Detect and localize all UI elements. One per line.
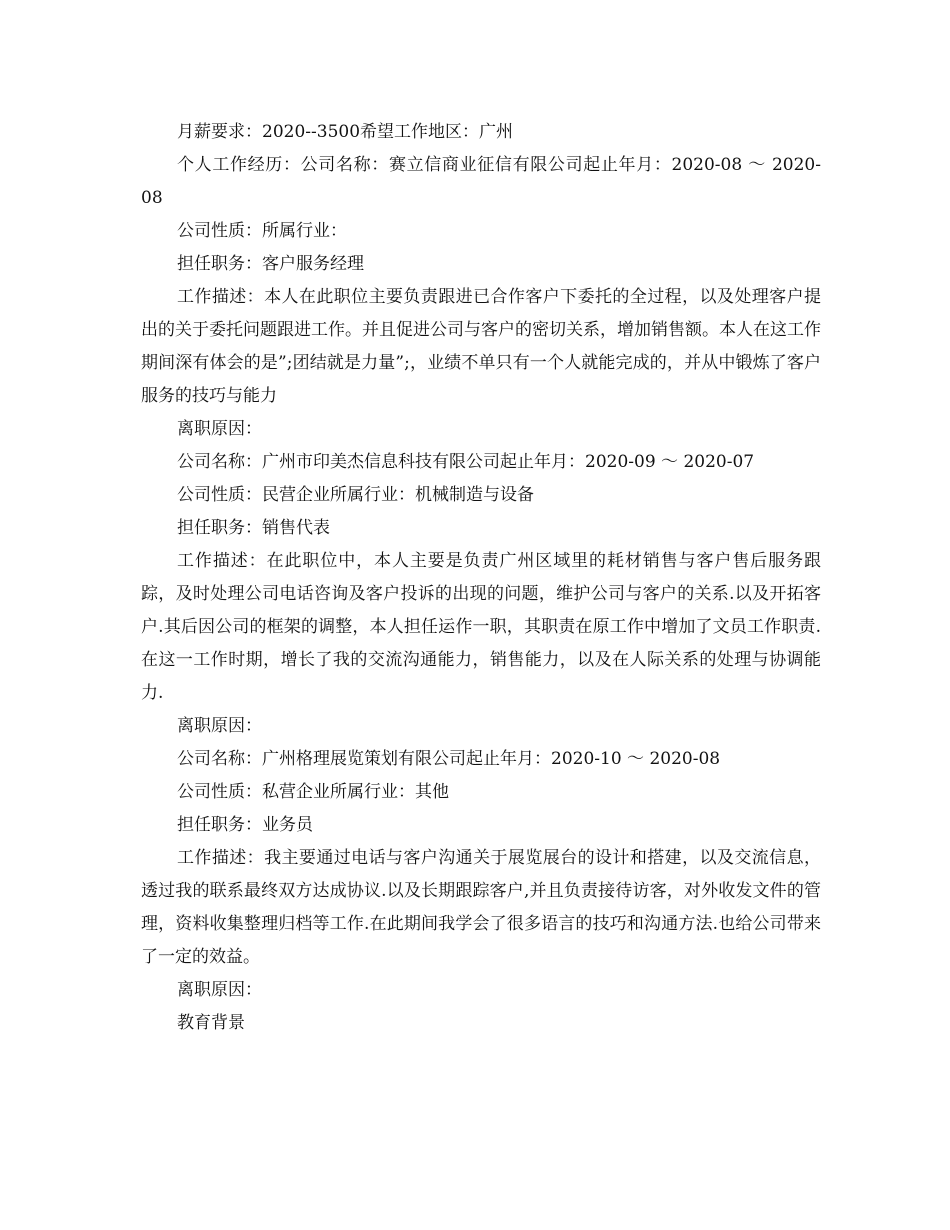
company-1-description: 工作描述：本人在此职位主要负责跟进已合作客户下委托的全过程，以及处理客户提出的关于委托问题跟进工作。并且促进公司与客户的密切关系，增加销售额。本人在这工作期间深有体会的是”;团结就是力量”;，业绩不单只有一个人就能完成的，并从中锻炼了客户服务的技巧与能力 xyxy=(141,287,821,406)
company-3-description: 工作描述：我主要通过电话与客户沟通关于展览展台的设计和搭建，以及交流信息，透过我的联系最终双方达成协议.以及长期跟踪客户,并且负责接待访客，对外收发文件的管理，资料收集整理归档等工作.在此期间我学会了很多语言的技巧和沟通方法.也给公司带来了一定的效益。 xyxy=(141,848,821,967)
company-1-nature: 公司性质：所属行业： xyxy=(177,221,347,241)
company-3-position: 担任职务：业务员 xyxy=(177,815,313,835)
company-2-position: 担任职务：销售代表 xyxy=(177,518,330,538)
education-background-heading: 教育背景 xyxy=(177,1013,245,1033)
company-2-name: 公司名称：广州市印美杰信息科技有限公司起止年月：2020-09 ～ 2020-07 xyxy=(177,452,755,472)
company-3-name: 公司名称：广州格理展览策划有限公司起止年月：2020-10 ～ 2020-08 xyxy=(177,749,721,769)
salary-requirement-line: 月薪要求：2020--3500希望工作地区：广州 xyxy=(177,122,514,142)
company-1-position: 担任职务：客户服务经理 xyxy=(177,254,364,274)
company-3-nature: 公司性质：私营企业所属行业：其他 xyxy=(177,782,449,802)
company-2-nature: 公司性质：民营企业所属行业：机械制造与设备 xyxy=(177,485,534,505)
work-experience-company-1: 个人工作经历：公司名称：赛立信商业征信有限公司起止年月：2020-08 ～ 2020-08 xyxy=(141,155,821,208)
company-1-leave-reason: 离职原因： xyxy=(177,419,262,439)
document-body xyxy=(141,116,821,1040)
company-2-description: 工作描述：在此职位中，本人主要是负责广州区域里的耗材销售与客户售后服务跟踪，及时处理公司电话咨询及客户投诉的出现的问题，维护公司与客户的关系.以及开拓客户.其后因公司的框架的调整，本人担任运作一职，其职责在原工作中增加了文员工作职责.在这一工作时期，增长了我的交流沟通能力，销售能力，以及在人际关系的处理与协调能力. xyxy=(141,551,821,703)
company-2-leave-reason: 离职原因： xyxy=(177,716,262,736)
company-3-leave-reason: 离职原因： xyxy=(177,980,262,1000)
